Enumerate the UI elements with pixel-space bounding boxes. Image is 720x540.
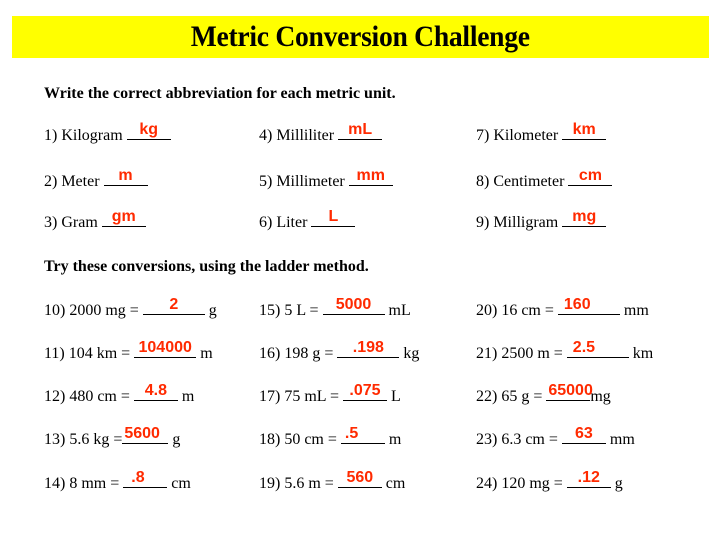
conversion-item-21: [476, 339, 654, 364]
section2-heading: Try these conversions, using the ladder method.: [44, 258, 369, 275]
answer-blank[interactable]: [134, 339, 196, 358]
answer-blank[interactable]: [134, 382, 178, 401]
conversion-item-16: [259, 339, 420, 364]
unit-label: m: [181, 388, 195, 405]
answer: .12: [577, 469, 600, 486]
answer: 5600: [124, 425, 160, 442]
conversion-item-17: [259, 382, 401, 407]
answer: 65000: [548, 382, 593, 399]
answer: gm: [111, 208, 136, 225]
abbrev-item-4: [259, 121, 382, 146]
unit-label: km: [632, 345, 654, 362]
item-label: 11) 104 km =: [44, 345, 131, 362]
answer: 2: [169, 296, 179, 313]
unit-label: mL: [388, 302, 411, 319]
unit-label: cm: [385, 475, 406, 492]
unit-label: L: [390, 388, 401, 405]
answer-blank[interactable]: [562, 208, 606, 227]
answer: 104000: [138, 339, 192, 356]
item-label: 15) 5 L =: [259, 302, 319, 319]
answer: mL: [348, 121, 373, 138]
abbrev-item-2: [44, 167, 148, 192]
answer: cm: [578, 167, 602, 184]
answer: kg: [139, 121, 158, 138]
answer: km: [572, 121, 596, 138]
answer-blank[interactable]: [311, 208, 355, 227]
unit-label: mm: [623, 302, 649, 319]
answer: .075: [349, 382, 381, 399]
answer-blank[interactable]: [338, 121, 382, 140]
unit-label: g: [208, 302, 217, 319]
item-label: 13) 5.6 kg =: [44, 431, 123, 448]
item-label: 5) Millimeter: [259, 173, 345, 190]
conversion-item-15: [259, 296, 411, 321]
conversion-item-13: [44, 425, 181, 450]
conversion-item-11: [44, 339, 213, 364]
item-label: 24) 120 mg =: [476, 475, 563, 492]
abbrev-item-1: [44, 121, 171, 146]
answer-blank[interactable]: [567, 339, 629, 358]
item-label: 2) Meter: [44, 173, 100, 190]
item-label: 18) 50 cm =: [259, 431, 337, 448]
section1-heading: Write the correct abbreviation for each metric unit.: [44, 85, 396, 102]
item-label: 9) Milligram: [476, 214, 559, 231]
answer-blank[interactable]: [127, 121, 171, 140]
answer-blank[interactable]: [546, 382, 593, 401]
answer-blank[interactable]: [122, 425, 168, 444]
answer-blank[interactable]: [562, 121, 606, 140]
conversion-item-10: [44, 296, 217, 321]
answer-blank[interactable]: [349, 167, 393, 186]
conversion-item-20: [476, 296, 649, 321]
conversion-item-23: [476, 425, 635, 450]
unit-label: kg: [403, 345, 420, 362]
abbrev-item-3: [44, 208, 146, 233]
answer-blank[interactable]: [323, 296, 385, 315]
unit-label: cm: [171, 475, 191, 492]
conversion-item-12: [44, 382, 195, 407]
answer: 5000: [335, 296, 372, 313]
conversion-item-24: [476, 469, 623, 494]
unit-label: mg: [590, 388, 611, 405]
answer-blank[interactable]: [558, 296, 620, 315]
item-label: 3) Gram: [44, 214, 98, 231]
answer-blank[interactable]: [338, 469, 382, 488]
unit-label: g: [614, 475, 623, 492]
unit-label: g: [172, 431, 181, 448]
item-label: 7) Kilometer: [476, 127, 559, 144]
item-label: 16) 198 g =: [259, 345, 334, 362]
item-label: 8) Centimeter: [476, 173, 565, 190]
item-label: 4) Milliliter: [259, 127, 335, 144]
answer: 560: [346, 469, 374, 486]
answer-blank[interactable]: [337, 339, 399, 358]
unit-label: m: [200, 345, 213, 362]
answer: .198: [352, 339, 384, 356]
answer-blank[interactable]: [104, 167, 148, 186]
conversion-item-22: [476, 382, 611, 407]
answer-blank[interactable]: [102, 208, 146, 227]
answer: mm: [356, 167, 385, 184]
answer: 2.5: [572, 339, 596, 356]
abbrev-item-5: [259, 167, 393, 192]
title-banner: [12, 16, 709, 58]
answer: 4.8: [144, 382, 168, 399]
answer-blank[interactable]: [562, 425, 606, 444]
item-label: 17) 75 mL =: [259, 388, 339, 405]
item-label: 19) 5.6 m =: [259, 475, 334, 492]
answer: .5: [344, 425, 359, 442]
answer-blank[interactable]: [143, 296, 205, 315]
answer: m: [118, 167, 133, 184]
item-label: 23) 6.3 cm =: [476, 431, 558, 448]
conversion-item-18: [259, 425, 402, 450]
answer: 160: [563, 296, 591, 313]
item-label: 10) 2000 mg =: [44, 302, 139, 319]
item-label: 6) Liter: [259, 214, 308, 231]
item-label: 20) 16 cm =: [476, 302, 554, 319]
answer: L: [328, 208, 339, 225]
item-label: 22) 65 g =: [476, 388, 543, 405]
item-label: 12) 480 cm =: [44, 388, 130, 405]
unit-label: mm: [609, 431, 635, 448]
answer-blank[interactable]: [568, 167, 612, 186]
conversion-item-14: [44, 469, 191, 494]
unit-label: m: [388, 431, 402, 448]
item-label: 21) 2500 m =: [476, 345, 563, 362]
answer-blank[interactable]: [341, 425, 385, 444]
item-label: 14) 8 mm =: [44, 475, 120, 492]
abbrev-item-8: [476, 167, 612, 192]
conversion-item-19: [259, 469, 406, 494]
answer: .8: [131, 469, 145, 486]
abbrev-item-7: [476, 121, 606, 146]
abbrev-item-9: [476, 208, 606, 233]
answer-blank[interactable]: [567, 469, 611, 488]
answer: 63: [575, 425, 593, 442]
abbrev-item-6: [259, 208, 355, 233]
item-label: 1) Kilogram: [44, 127, 123, 144]
answer-blank[interactable]: [123, 469, 167, 488]
page-title: Metric Conversion Challenge: [190, 20, 531, 53]
answer-blank[interactable]: [343, 382, 387, 401]
answer: mg: [572, 208, 597, 225]
